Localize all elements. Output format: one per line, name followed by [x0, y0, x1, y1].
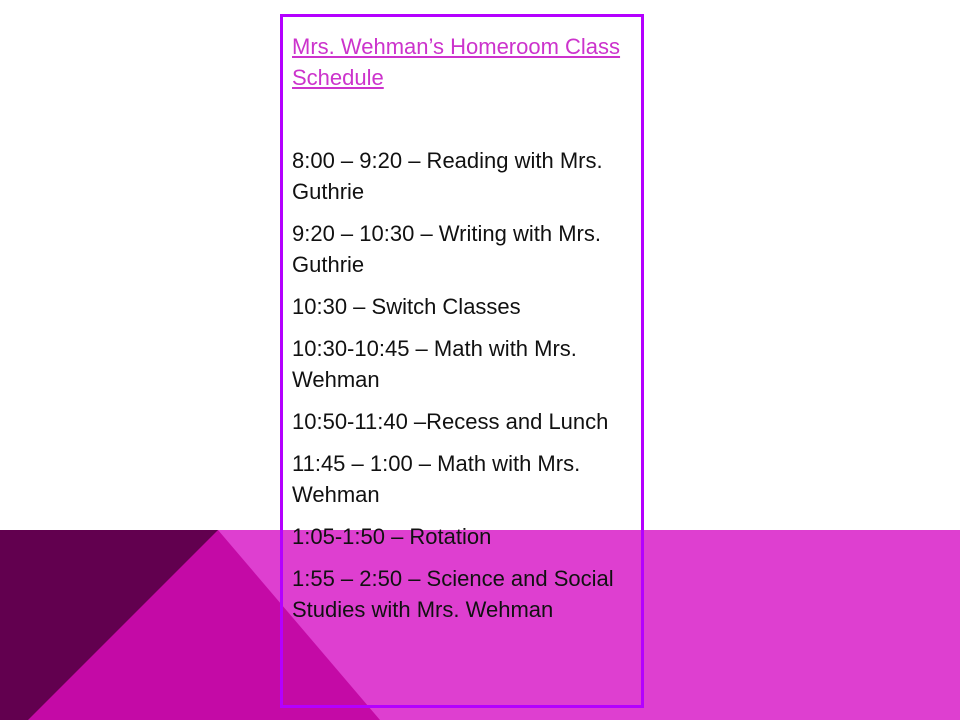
- schedule-item-rotation: 1:05-1:50 – Rotation: [292, 524, 492, 549]
- schedule-box: [280, 14, 644, 708]
- schedule-item-recess-lunch: 10:50-11:40 –Recess and Lunch: [292, 409, 609, 434]
- schedule-item-math-morning: 10:30-10:45 – Math with Mrs. Wehman: [292, 336, 577, 392]
- schedule-item-math-afternoon: 11:45 – 1:00 – Math with Mrs. Wehman: [292, 451, 581, 507]
- schedule-title[interactable]: Mrs. Wehman’s Homeroom Class Schedule: [292, 34, 621, 90]
- schedule-item-science-social-studies: 1:55 – 2:50 – Science and Social Studies with Mrs. Wehman: [292, 566, 614, 622]
- schedule-item-switch-classes: 10:30 – Switch Classes: [292, 294, 521, 319]
- schedule-item-reading: 8:00 – 9:20 – Reading with Mrs. Guthrie: [292, 148, 603, 204]
- title-spacer: [292, 93, 633, 145]
- schedule-item-writing: 9:20 – 10:30 – Writing with Mrs. Guthrie: [292, 221, 601, 277]
